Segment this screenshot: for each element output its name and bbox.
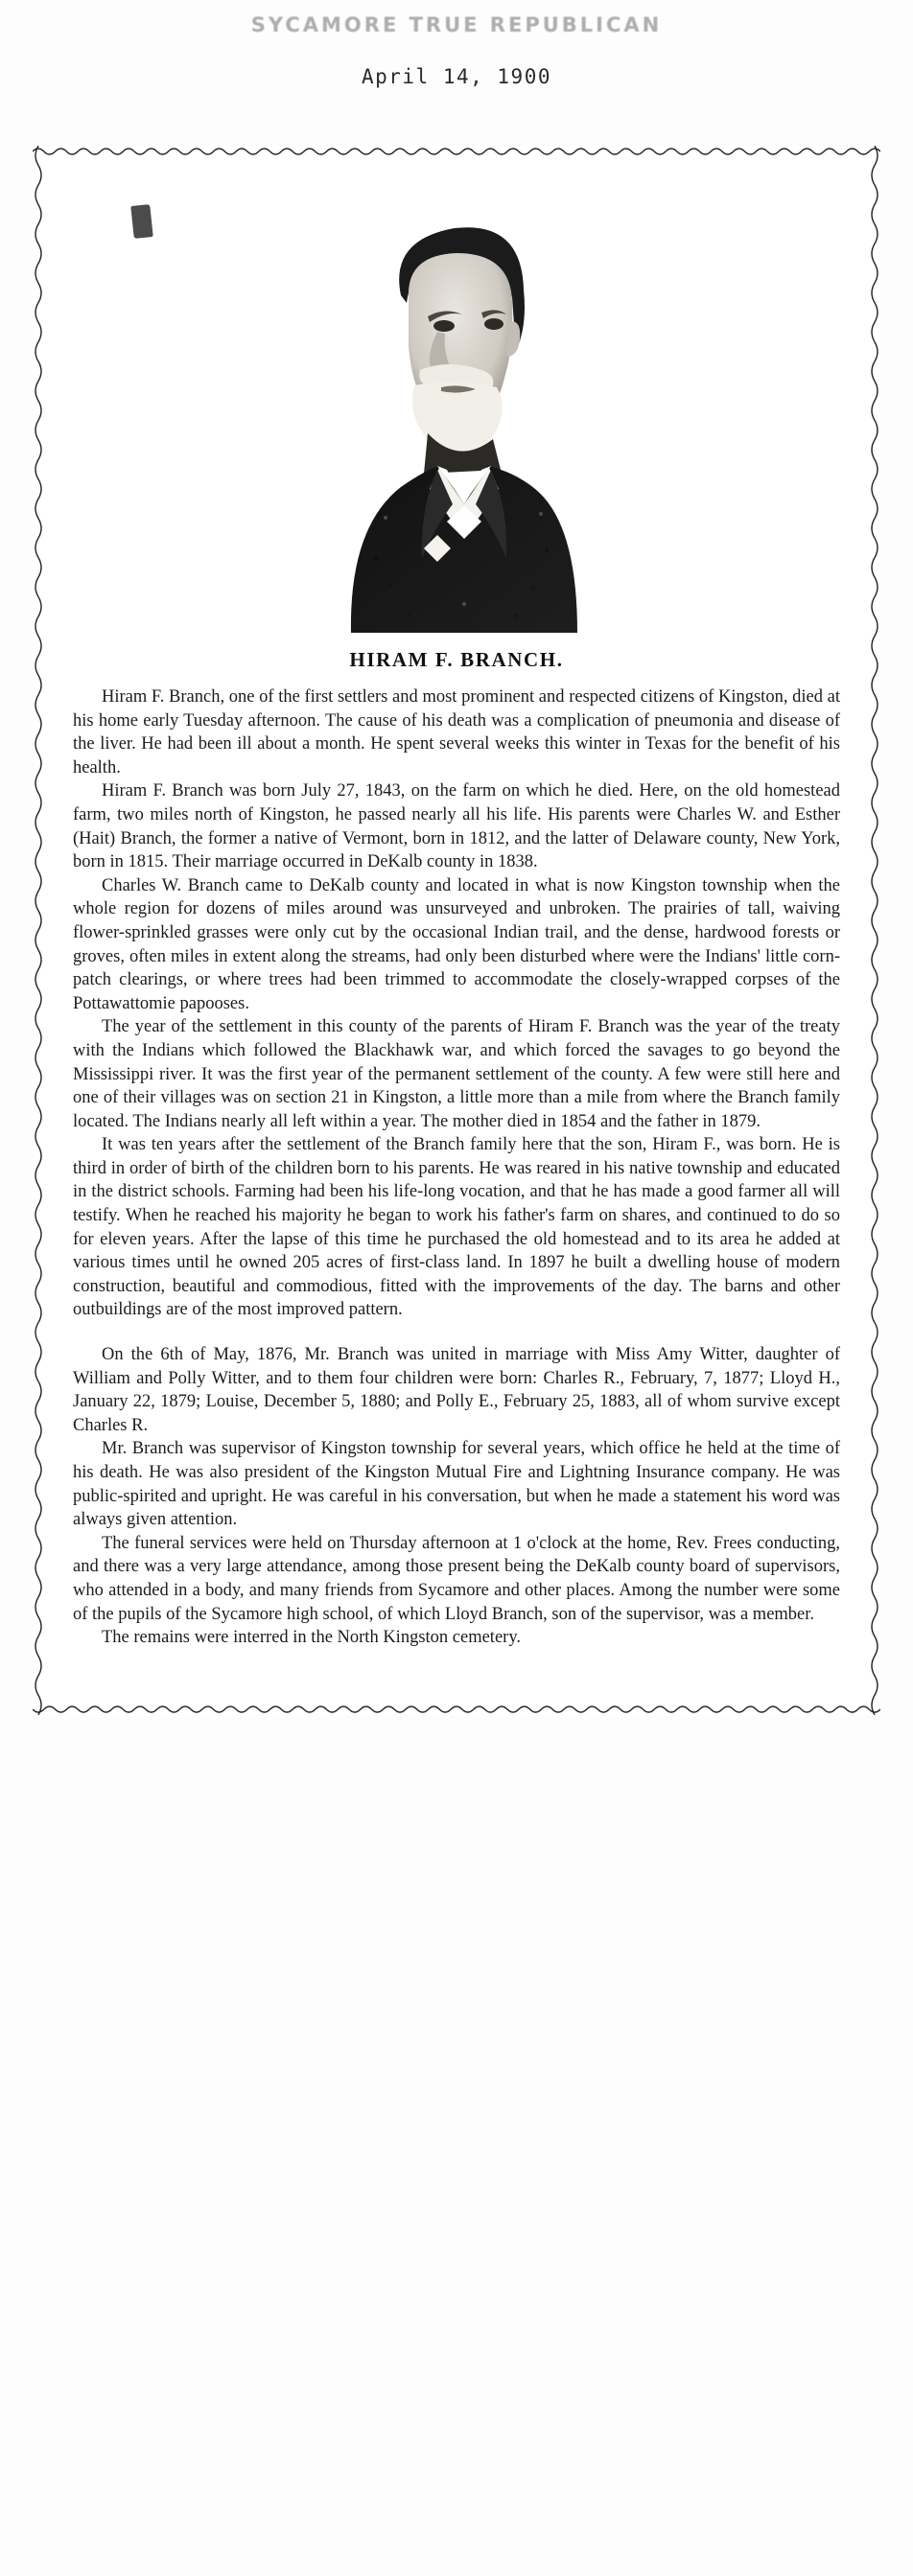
issue-date: April 14, 1900 xyxy=(361,65,551,88)
torn-edge-top-decoration xyxy=(33,146,880,157)
newspaper-name: SYCAMORE TRUE REPUBLICAN xyxy=(250,13,663,36)
article-paragraph: The funeral services were held on Thursday afternoon at 1 o'clock at the home, Rev. Frees conducting, and there was a very large attendance, among those present being the DeKalb county board of supervisors, who attended in a body, and many friends from Sycamore and other places. Among the number were some of the pupils of the Sycamore high school, of which Lloyd Branch, son of the supervisor, was a member. xyxy=(73,1533,840,1624)
torn-edge-left-decoration xyxy=(33,146,44,1715)
masthead xyxy=(0,0,913,46)
article-paragraph: The year of the settlement in this county of the parents of Hiram F. Branch was the year of the treaty with the Indians which followed the Blackhawk war, and which forced the savages to go beyond the Mississippi river. It was the first year of the permanent settlement of the county. A few were still here and one of their villages was on section 21 in Kingston, a little more than a mile from where the Branch family located. The Indians nearly all left within a year. The mother died in 1854 and the father in 1879. xyxy=(73,1017,840,1131)
clipping-body xyxy=(33,146,880,1715)
portrait-area xyxy=(73,182,840,642)
article-headline: HIRAM F. BRANCH. xyxy=(349,648,564,671)
clipping-bottom-margin xyxy=(73,1650,840,1688)
article-paragraph: Mr. Branch was supervisor of Kingston township for several years, which office he held at the time of his death. He was also president of the Kingston Mutual Fire and Lightning Insurance company. He was public-spirited and upright. He was careful in his conversation, but when he made a statement his word was always given attention. xyxy=(73,1439,840,1530)
article-paragraph: Hiram F. Branch was born July 27, 1843, on the farm on which he died. Here, on the old homestead farm, two miles north of Kingston, he passed nearly all his life. His parents were Charles W. and Esther (Hait) Branch, the former a native of Vermont, born in 1812, and the latter of Delaware county, New York, born in 1815. Their marriage occurred in DeKalb county in 1838. xyxy=(73,781,840,872)
column-break-gap xyxy=(73,1322,840,1343)
torn-edge-bottom-decoration xyxy=(33,1704,880,1715)
torn-edge-right-decoration xyxy=(869,146,880,1715)
article-paragraph: It was ten years after the settlement of the Branch family here that the son, Hiram F., was born. He is third in order of birth of the children born to his parents. He was reared in his native township and educated in the district schools. Farming had been his life-long vocation, and that he has made a good farmer all will testify. When he reached his majority he began to work his father's farm on shares, and continued to do so for eleven years. After the lapse of this time he purchased the old homestead and to its area he added at various times until he owned 205 acres of first-class land. In 1897 he built a dwelling house of modern construction, beautiful and commodious, fitted with the improvements of the day. The barns and other outbuildings are of the most improved pattern. xyxy=(73,1135,840,1320)
article-paragraph: Hiram F. Branch, one of the first settlers and most prominent and respected citizens of Kingston, died at his home early Tuesday afternoon. The cause of his death was a complication of pneumonia and disease of the liver. He had been ill about a month. He spent several weeks this winter in Texas for the benefit of his health. xyxy=(73,687,840,777)
article-paragraph: On the 6th of May, 1876, Mr. Branch was united in marriage with Miss Amy Witter, daughter of William and Polly Witter, and to them four children were born: Charles R., February, 7, 1877; Lloyd H., January 22, 1879; Louise, December 5, 1880; and Polly E., February 25, 1883, all of whom survive except Charles R. xyxy=(73,1345,840,1435)
portrait-photo-hiram-f-branch xyxy=(293,182,620,633)
article-paragraph: Charles W. Branch came to DeKalb county and located in what is now Kingston township when the whole region for dozens of miles around was unsurveyed and unbroken. The prairies of tall, waiving flower-sprinkled grasses were only cut by the occasional Indian trail, and the dense, hardwood forests or groves, often miles in extent along the streams, had only been disturbed where were the Indians' little corn-patch clearings, or where trees had been trimmed to accommodate the closely-wrapped corpses of the Pottawattomie papooses. xyxy=(73,875,840,1013)
article-paragraph: The remains were interred in the North Kingston cemetery. xyxy=(102,1628,521,1648)
article-body xyxy=(73,685,840,1650)
ink-blot-mark xyxy=(130,204,152,239)
